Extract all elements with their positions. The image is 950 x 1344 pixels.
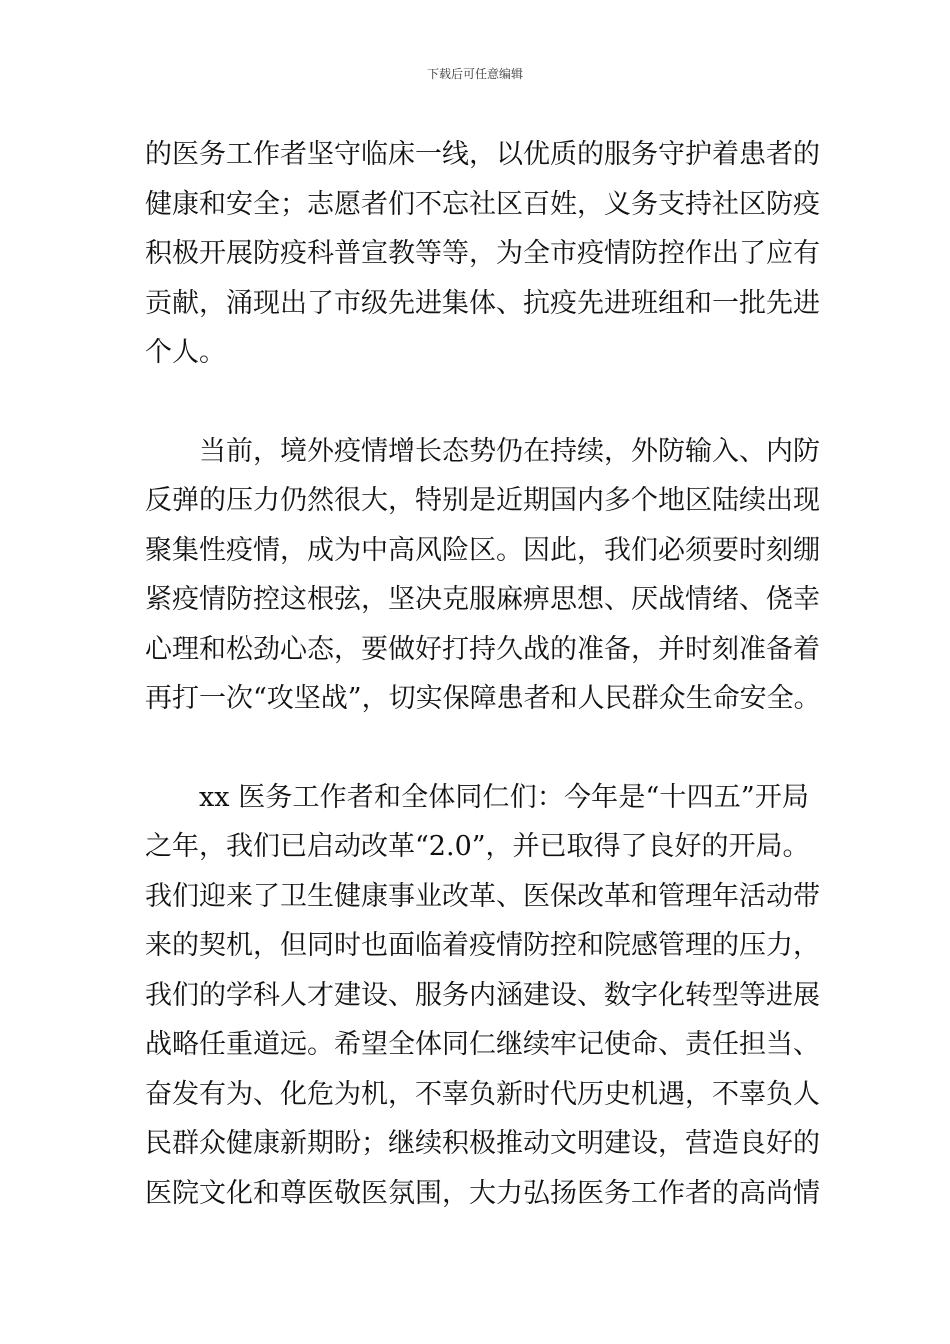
paragraph <box>145 130 820 378</box>
text-line: 民群众健康新期盼；继续积极推动文明建设，营造良好的 <box>145 1128 820 1159</box>
text-line: 医院文化和尊医敬医氛围，大力弘扬医务工作者的高尚情 <box>145 1177 820 1209</box>
paragraph-gap <box>145 378 809 427</box>
text-line: 反弹的压力仍然很大，特别是近期国内多个地区陆续出现 <box>145 485 820 516</box>
text-line: 贡献，涌现出了市级先进集体、抗疫先进班组和一批先进 <box>145 287 820 319</box>
text-line: 健康和安全；志愿者们不忘社区百姓，义务支持社区防疫 <box>145 188 820 220</box>
text-line: 我们迎来了卫生健康事业改革、医保改革和管理年活动带 <box>145 880 820 912</box>
text-line: 的医务工作者坚守临床一线，以优质的服务守护着患者的 <box>145 139 820 170</box>
text-line: 积极开展防疫科普宣教等等，为全市疫情防控作出了应有 <box>145 238 820 269</box>
text-line: 来的契机，但同时也面临着疫情防控和院感管理的压力， <box>145 930 820 961</box>
text-line: 聚集性疫情，成为中高风险区。因此，我们必须要时刻绷 <box>145 534 820 566</box>
text-line: 再打一次“攻坚战”，切实保障患者和人民群众生命安全。 <box>145 683 821 714</box>
text-line: 个人。 <box>145 337 226 368</box>
text-line: 当前，境外疫情增长态势仍在持续，外防输入、内防 <box>199 435 820 467</box>
document-body <box>145 130 821 1218</box>
paragraph <box>145 773 820 1219</box>
text-line: 奋发有为、化危为机，不辜负新时代历史机遇，不辜负人 <box>145 1078 820 1110</box>
page-header: 下载后可任意编辑 <box>426 67 523 81</box>
paragraph <box>145 427 821 724</box>
text-line: xx 医务工作者和全体同仁们：今年是“十四五”开局 <box>199 781 809 813</box>
paragraph-gap <box>145 724 809 773</box>
text-line: 我们的学科人才建设、服务内涵建设、数字化转型等进展 <box>145 979 820 1011</box>
text-line: 紧疫情防控这根弦，坚决克服麻痹思想、厌战情绪、侥幸 <box>145 584 820 615</box>
text-line: 心理和松劲心态，要做好打持久战的准备，并时刻准备着 <box>145 633 820 665</box>
text-line: 之年，我们已启动改革“2.0”，并已取得了良好的开局。 <box>145 831 810 862</box>
text-line: 战略任重道远。希望全体同仁继续牢记使命、责任担当、 <box>145 1029 820 1060</box>
